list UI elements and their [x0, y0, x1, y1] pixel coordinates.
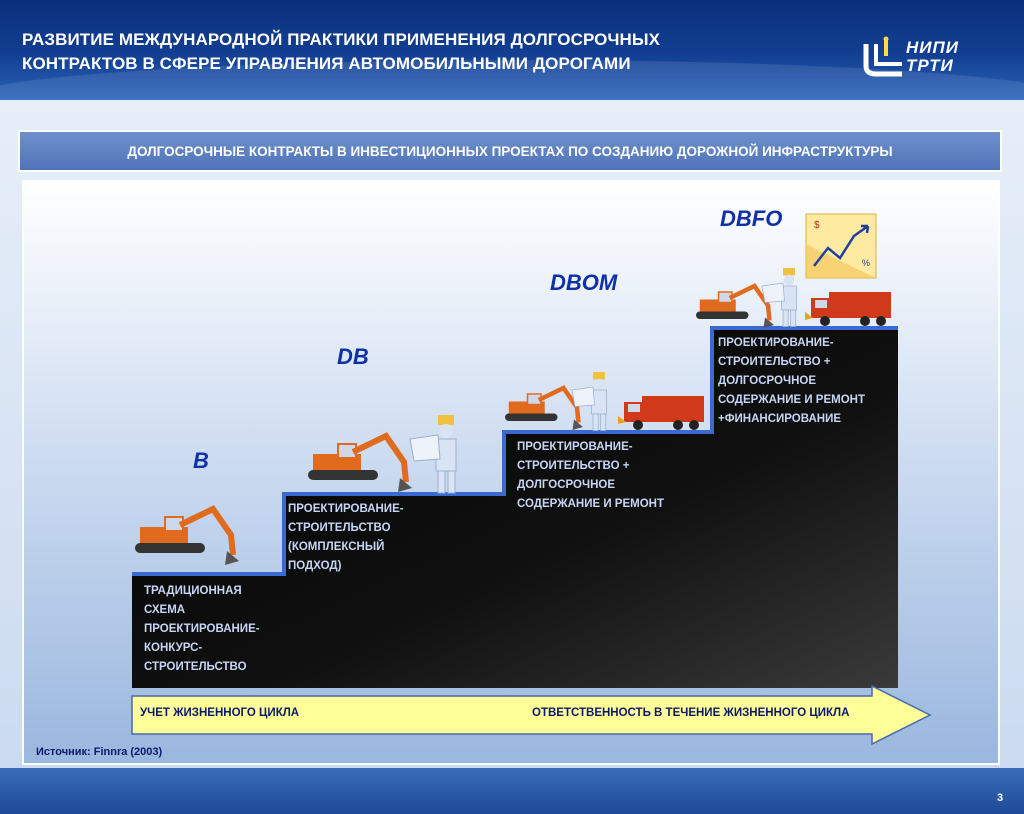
step-description-b: ТРАДИЦИОННАЯ СХЕМА ПРОЕКТИРОВАНИЕ- КОНКУРС- СТРОИТЕЛЬСТВО [144, 585, 260, 673]
excavator-icon [696, 286, 774, 328]
excavator-icon [505, 388, 583, 430]
section-banner: ДОЛГОСРОЧНЫЕ КОНТРАКТЫ В ИНВЕСТИЦИОННЫХ ПРОЕКТАХ ПО СОЗДАНИЮ ДОРОЖНОЙ ИНФРАСТРУКТУРЫ [18, 130, 1002, 172]
lifecycle-arrow-labels [130, 684, 930, 746]
step-description-dbfo: ПРОЕКТИРОВАНИЕ- СТРОИТЕЛЬСТВО + ДОЛГОСРОЧНОЕ СОДЕРЖАНИЕ И РЕМОНТ +ФИНАНСИРОВАНИЕ [718, 337, 865, 425]
percent-sign: % [862, 258, 871, 268]
footer-bar [0, 768, 1024, 814]
title-line-1: РАЗВИТИЕ МЕЖДУНАРОДНОЙ ПРАКТИКИ ПРИМЕНЕНИЯ ДОЛГОСРОЧНЫХ [22, 30, 661, 49]
source-note: Источник: Finnra (2003) [36, 746, 163, 758]
step-abbr-dbom: DBOM [550, 270, 618, 295]
step-description-db: ПРОЕКТИРОВАНИЕ- СТРОИТЕЛЬСТВО (КОМПЛЕКСНЫЙ ПОДХОД) [288, 503, 404, 572]
step-description-dbom: ПРОЕКТИРОВАНИЕ- СТРОИТЕЛЬСТВО + ДОЛГОСРОЧНОЕ СОДЕРЖАНИЕ И РЕМОНТ [517, 441, 664, 510]
page-number: 3 [997, 792, 1004, 804]
step-abbr-db: DB [337, 344, 369, 369]
excavator-icon [135, 509, 239, 565]
arrow-label-right: ОТВЕТСТВЕННОСТЬ В ТЕЧЕНИЕ ЖИЗНЕННОГО ЦИКЛА [532, 707, 850, 719]
logo-line-1: НИПИ [906, 38, 959, 57]
road-truck-icon [618, 396, 704, 430]
logo-line-2: ТРТИ [906, 56, 954, 75]
step-abbr-dbfo: DBFO [720, 206, 783, 231]
finance-chart-icon [806, 214, 876, 278]
road-truck-icon [805, 292, 891, 326]
arrow-label-left: УЧЕТ ЖИЗНЕННОГО ЦИКЛА [140, 707, 300, 719]
excavator-icon [308, 436, 412, 492]
dollar-sign: $ [814, 220, 820, 231]
title-line-2: КОНТРАКТОВ В СФЕРЕ УПРАВЛЕНИЯ АВТОМОБИЛЬНЫМИ ДОРОГАМИ [22, 54, 631, 73]
step-abbr-b: B [193, 448, 209, 473]
engineer-icon [410, 415, 456, 493]
